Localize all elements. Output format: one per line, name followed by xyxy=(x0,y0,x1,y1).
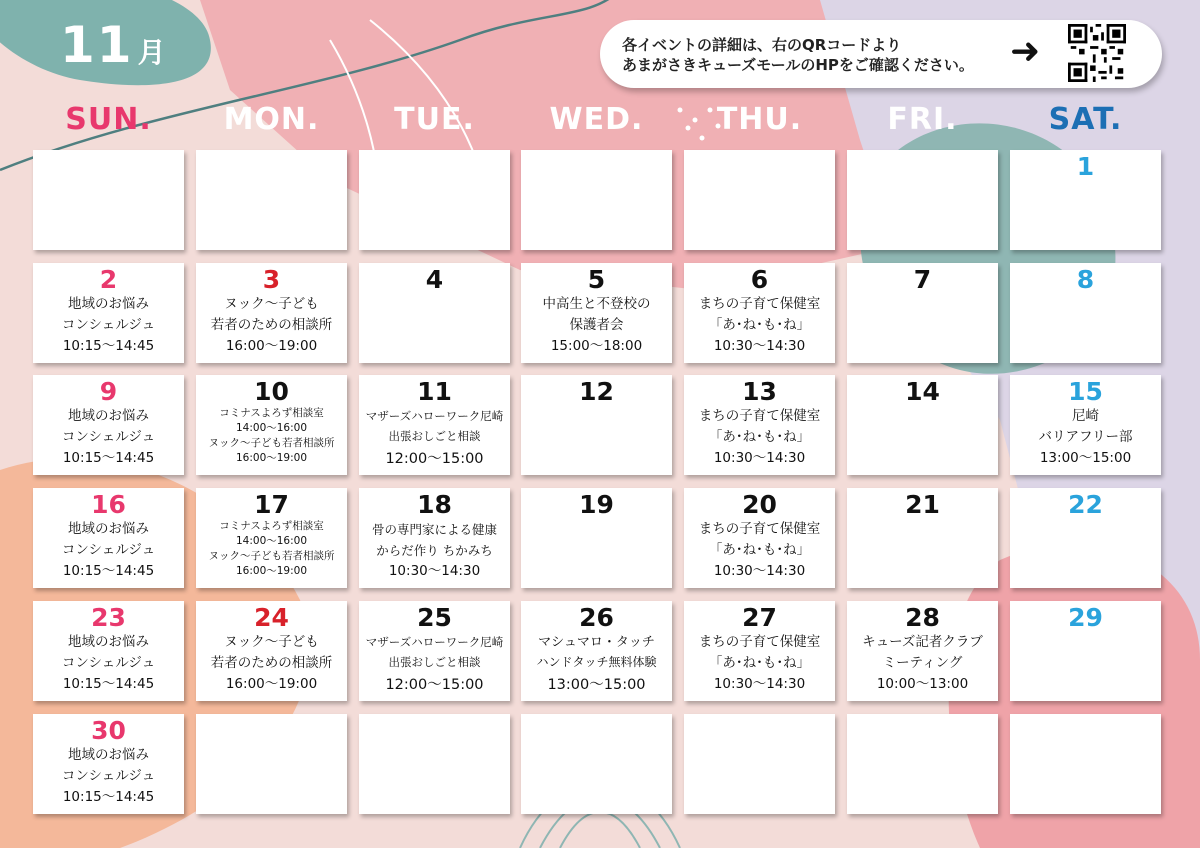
event-time: 14:00～16:00 xyxy=(235,422,308,434)
event-time: 12:00～15:00 xyxy=(385,451,484,467)
date-number: 1 xyxy=(1076,152,1095,181)
event-line: まちの子育て保健室 xyxy=(698,296,821,312)
weekday-fri: FRI. xyxy=(887,102,958,137)
calendar-cell-nov-3 xyxy=(196,263,347,363)
weekday-thu: THU. xyxy=(716,102,803,137)
calendar-cell-nov-25 xyxy=(359,601,510,701)
date-number: 28 xyxy=(905,603,940,632)
event-time: 15:00～18:00 xyxy=(550,338,643,354)
notice-line-1: 各イベントの詳細は、右のQRコードより xyxy=(622,36,902,54)
weekday-wed: WED. xyxy=(549,102,644,137)
event-time: 10:15～14:45 xyxy=(62,338,155,354)
calendar-cell-nov-12 xyxy=(521,375,672,475)
calendar-cell-nov-29 xyxy=(1010,601,1161,701)
calendar-cell-empty xyxy=(359,714,510,814)
event-time: 16:00～19:00 xyxy=(235,452,308,464)
calendar-cell-nov-17 xyxy=(196,488,347,588)
calendar-cell-nov-11 xyxy=(359,375,510,475)
date-number: 24 xyxy=(254,603,289,632)
event-line: 「あ･ね･も･ね」 xyxy=(708,655,811,671)
event-line: 地域のお悩み xyxy=(68,408,149,424)
event-line: 尼崎 xyxy=(1072,408,1099,424)
event-line: 地域のお悩み xyxy=(68,634,149,650)
date-number: 12 xyxy=(579,377,614,406)
event-line: まちの子育て保健室 xyxy=(698,408,821,424)
event-line: 若者のための相談所 xyxy=(210,655,333,671)
calendar-cell-empty xyxy=(684,150,835,250)
date-number: 21 xyxy=(905,490,940,519)
event-line: ヌック～子ども若者相談所 xyxy=(208,437,335,449)
date-number: 5 xyxy=(587,265,606,294)
event-time: 16:00～19:00 xyxy=(225,338,318,354)
date-number: 11 xyxy=(417,377,452,406)
calendar-cell-empty xyxy=(847,150,998,250)
calendar-cell-nov-21 xyxy=(847,488,998,588)
event-line: 中高生と不登校の xyxy=(542,296,651,312)
event-line: ヌック～子ども xyxy=(224,634,319,650)
notice-line-2: あまがさきキューズモールのHPをご確認ください。 xyxy=(622,56,974,74)
event-line: 出張おしごと相談 xyxy=(388,429,481,443)
event-time: 16:00～19:00 xyxy=(235,565,308,577)
date-number: 30 xyxy=(91,716,126,745)
event-time: 10:30～14:30 xyxy=(713,676,806,692)
month-unit: 月 xyxy=(137,36,166,69)
calendar-cell-nov-30 xyxy=(33,714,184,814)
calendar-cell-nov-8 xyxy=(1010,263,1161,363)
calendar-cell-nov-10 xyxy=(196,375,347,475)
calendar-cell-nov-22 xyxy=(1010,488,1161,588)
date-number: 15 xyxy=(1068,377,1103,406)
date-number: 29 xyxy=(1068,603,1103,632)
date-number: 9 xyxy=(99,377,118,406)
calendar-cell-nov-2 xyxy=(33,263,184,363)
event-time: 10:30～14:30 xyxy=(713,338,806,354)
calendar-cell-empty xyxy=(521,714,672,814)
date-number: 6 xyxy=(750,265,769,294)
calendar-cell-nov-24 xyxy=(196,601,347,701)
event-line: キューズ記者クラブ xyxy=(862,634,983,650)
arrow-right-icon: ➜ xyxy=(1010,31,1041,72)
event-line: 出張おしごと相談 xyxy=(388,655,481,669)
event-time: 13:00～15:00 xyxy=(1039,450,1132,466)
calendar-cell-nov-23 xyxy=(33,601,184,701)
calendar-cell-nov-14 xyxy=(847,375,998,475)
calendar-cell-nov-5 xyxy=(521,263,672,363)
date-number: 17 xyxy=(254,490,289,519)
calendar-cell-nov-9 xyxy=(33,375,184,475)
event-line: コンシェルジュ xyxy=(61,317,156,333)
calendar-cell-empty xyxy=(33,150,184,250)
weekday-tue: TUE. xyxy=(394,102,475,137)
calendar-cell-empty xyxy=(196,714,347,814)
event-time: 10:00～13:00 xyxy=(876,676,969,692)
event-line: コンシェルジュ xyxy=(61,655,156,671)
date-number: 22 xyxy=(1068,490,1103,519)
event-line: ハンドタッチ無料体験 xyxy=(536,655,657,669)
event-time: 10:15～14:45 xyxy=(62,789,155,805)
calendar-cell-nov-7 xyxy=(847,263,998,363)
calendar-cell-empty xyxy=(196,150,347,250)
date-number: 27 xyxy=(742,603,777,632)
event-line: マザーズハローワーク尼崎 xyxy=(365,409,504,423)
event-line: マザーズハローワーク尼崎 xyxy=(365,635,504,649)
calendar-cell-empty xyxy=(521,150,672,250)
calendar-cell-nov-18 xyxy=(359,488,510,588)
calendar-cell-nov-15 xyxy=(1010,375,1161,475)
event-line: 地域のお悩み xyxy=(68,521,149,537)
event-line: マシュマロ・タッチ xyxy=(538,635,655,650)
calendar-cell-empty xyxy=(359,150,510,250)
event-time: 10:15～14:45 xyxy=(62,563,155,579)
event-line: ヌック～子ども若者相談所 xyxy=(208,550,335,562)
calendar-cell-nov-28 xyxy=(847,601,998,701)
event-time: 14:00～16:00 xyxy=(235,535,308,547)
date-number: 18 xyxy=(417,490,452,519)
qr-code-icon[interactable] xyxy=(1068,24,1126,82)
date-number: 7 xyxy=(913,265,932,294)
calendar-cell-empty xyxy=(847,714,998,814)
date-number: 13 xyxy=(742,377,777,406)
month-title xyxy=(60,16,166,74)
month-number: 11 xyxy=(60,16,134,74)
date-number: 20 xyxy=(742,490,777,519)
event-line: ミーティング xyxy=(882,655,963,671)
calendar-cell-nov-27 xyxy=(684,601,835,701)
calendar-cell-nov-1 xyxy=(1010,150,1161,250)
event-line: 若者のための相談所 xyxy=(210,317,333,333)
date-number: 26 xyxy=(579,603,614,632)
date-number: 2 xyxy=(99,265,118,294)
date-number: 4 xyxy=(425,265,444,294)
date-number: 25 xyxy=(417,603,452,632)
event-line: 地域のお悩み xyxy=(68,747,149,763)
calendar-cell-nov-13 xyxy=(684,375,835,475)
calendar-cell-nov-6 xyxy=(684,263,835,363)
event-line: 地域のお悩み xyxy=(68,296,149,312)
event-time: 10:30～14:30 xyxy=(713,563,806,579)
event-line: コミナスよろず相談室 xyxy=(219,407,324,419)
date-number: 10 xyxy=(254,377,289,406)
qr-notice-banner xyxy=(600,20,1162,88)
calendar-cell-nov-4 xyxy=(359,263,510,363)
event-line: コンシェルジュ xyxy=(61,542,156,558)
event-time: 10:30～14:30 xyxy=(388,563,481,579)
event-line: 「あ･ね･も･ね」 xyxy=(708,429,811,445)
event-line: まちの子育て保健室 xyxy=(698,521,821,537)
calendar-cell-nov-26 xyxy=(521,601,672,701)
event-time: 16:00～19:00 xyxy=(225,676,318,692)
calendar-cell-nov-20 xyxy=(684,488,835,588)
calendar-cell-empty xyxy=(1010,714,1161,814)
weekday-sun: SUN. xyxy=(65,102,152,137)
calendar-cell-nov-16 xyxy=(33,488,184,588)
date-number: 3 xyxy=(262,265,281,294)
event-time: 12:00～15:00 xyxy=(385,677,484,693)
event-line: まちの子育て保健室 xyxy=(698,634,821,650)
date-number: 19 xyxy=(579,490,614,519)
event-time: 10:15～14:45 xyxy=(62,450,155,466)
notice-text xyxy=(622,35,974,75)
event-line: からだ作り ちかみち xyxy=(376,543,493,558)
event-line: コンシェルジュ xyxy=(61,429,156,445)
event-line: コンシェルジュ xyxy=(61,768,156,784)
date-number: 23 xyxy=(91,603,126,632)
event-line: コミナスよろず相談室 xyxy=(219,520,324,532)
event-time: 10:30～14:30 xyxy=(713,450,806,466)
event-time: 10:15～14:45 xyxy=(62,676,155,692)
date-number: 16 xyxy=(91,490,126,519)
event-line: 骨の専門家による健康 xyxy=(371,522,497,537)
event-line: バリアフリー部 xyxy=(1038,429,1133,445)
weekday-mon: MON. xyxy=(223,102,320,137)
event-line: 「あ･ね･も･ね」 xyxy=(708,317,811,333)
event-line: 「あ･ね･も･ね」 xyxy=(708,542,811,558)
event-line: ヌック～子ども xyxy=(224,296,319,312)
event-line: 保護者会 xyxy=(569,317,624,333)
date-number: 8 xyxy=(1076,265,1095,294)
calendar-cell-nov-19 xyxy=(521,488,672,588)
weekday-sat: SAT. xyxy=(1048,102,1123,137)
calendar-cell-empty xyxy=(684,714,835,814)
event-time: 13:00～15:00 xyxy=(547,677,646,693)
date-number: 14 xyxy=(905,377,940,406)
